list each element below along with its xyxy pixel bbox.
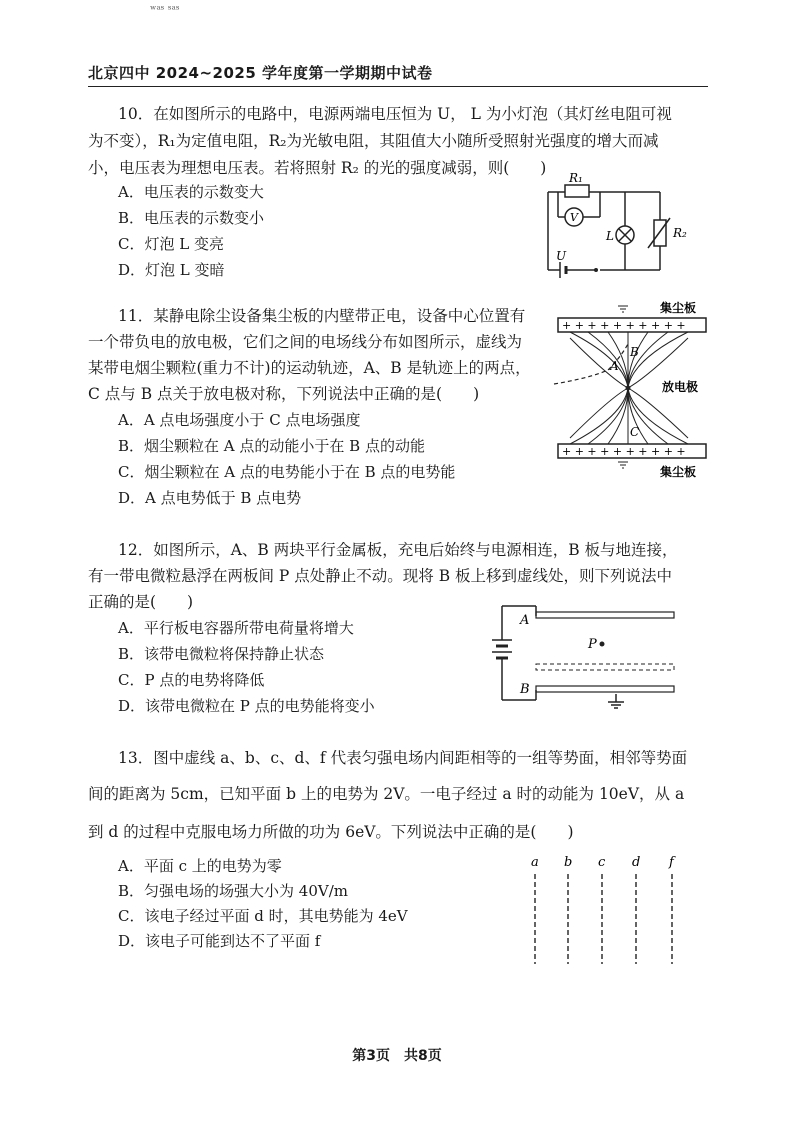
q11-option-b: B．烟尘颗粒在 A 点的动能小于在 B 点的动能 (118, 437, 425, 455)
q12-line-3: 正确的是( ) (88, 593, 194, 611)
label-a: A (610, 359, 619, 373)
particle-p (600, 642, 605, 647)
q12-option-d: D．该带电微粒在 P 点的电势能将变小 (118, 697, 375, 715)
label-r1: R₁ (569, 172, 583, 185)
q10-option-d: D．灯泡 L 变暗 (118, 261, 225, 279)
resistor-r1-symbol (565, 185, 589, 197)
label-v: V (570, 211, 578, 224)
label-electrode: 放电极 (662, 380, 699, 394)
label-u: U (556, 249, 567, 263)
label-top-plate: 集尘板 (660, 301, 697, 315)
bottom-plate-charges: + + + + + + + + + + (562, 445, 686, 458)
top-plate-charges: + + + + + + + + + + (562, 319, 686, 332)
plate-b (536, 686, 674, 692)
q11-line-1: 11．某静电除尘设备集尘板的内壁带正电，设备中心位置有 (118, 307, 526, 325)
q11-option-a: A．A 点电场强度小于 C 点电场强度 (118, 411, 361, 429)
q11-line-3: 某带电烟尘颗粒(重力不计)的运动轨迹，A、B 是轨迹上的两点， (88, 359, 531, 377)
header-divider (88, 86, 708, 87)
q12-option-a: A．平行板电容器所带电荷量将增大 (118, 619, 354, 637)
q13-line-1: 13．图中虚线 a、b、c、d、f 代表匀强电场内间距相等的一组等势面，相邻等势面 (118, 749, 688, 767)
label-point-p: P (588, 637, 597, 652)
q11-line-2: 一个带负电的放电极，它们之间的电场线分布如图所示，虚线为 (88, 333, 523, 351)
q10-option-c: C．灯泡 L 变亮 (118, 235, 224, 253)
q13-line-3: 到 d 的过程中克服电场力所做的功为 6eV。下列说法中正确的是( ) (88, 823, 574, 841)
q13-option-a: A．平面 c 上的电势为零 (118, 857, 282, 875)
plate-a (536, 612, 674, 618)
q11-line-4: C 点与 B 点关于放电极对称，下列说法中正确的是( ) (88, 385, 480, 403)
q10-line-1: 10．在如图所示的电路中，电源两端电压恒为 U， L 为小灯泡（其灯丝电阻可视 (118, 105, 672, 123)
q12-option-c: C．P 点的电势将降低 (118, 671, 265, 689)
label-l: L (606, 229, 614, 243)
q11-field-diagram (550, 298, 730, 483)
q13-option-d: D．该电子可能到达不了平面 f (118, 932, 321, 950)
label-plate-a: A (520, 613, 530, 628)
q11-option-d: D．A 点电势低于 B 点电势 (118, 489, 302, 507)
q12-line-1: 12．如图所示，A、B 两块平行金属板，充电后始终与电源相连，B 板与地连接， (118, 541, 678, 559)
q12-capacitor-diagram (488, 598, 688, 713)
label-plane-f: f (669, 855, 674, 870)
q11-option-c: C．烟尘颗粒在 A 点的电势能小于在 B 点的电势能 (118, 463, 456, 481)
q10-option-b: B．电压表的示数变小 (118, 209, 265, 227)
q12-line-2: 有一带电微粒悬浮在两板间 P 点处静止不动。现将 B 板上移到虚线处，则下列说法中 (88, 567, 673, 585)
q10-line-3: 小，电压表为理想电压表。若将照射 R₂ 的光的强度减弱，则( ) (88, 159, 547, 177)
q10-line-2: 为不变），R₁为定值电阻，R₂为光敏电阻，其阻值大小随所受照射光强度的增大而减 (88, 132, 659, 150)
exam-header: 北京四中 2024~2025 学年度第一学期期中试卷 (88, 64, 433, 82)
resistor-r2-symbol (654, 220, 666, 246)
label-r2: R₂ (673, 226, 687, 240)
q12-option-b: B．该带电微粒将保持静止状态 (118, 645, 325, 663)
label-plane-a: a (531, 855, 539, 870)
label-plane-b: b (564, 855, 573, 870)
top-scribble: ʷᵃˢ ˢᵃˢ (150, 3, 180, 16)
label-b: B (630, 345, 639, 359)
q13-option-b: B．匀强电场的场强大小为 40V/m (118, 882, 348, 900)
label-plate-b: B (520, 682, 530, 697)
q10-option-a: A．电压表的示数变大 (118, 183, 264, 201)
label-plane-d: d (632, 855, 641, 870)
q10-circuit-diagram (520, 172, 700, 282)
q13-line-2: 间的距离为 5cm，已知平面 b 上的电势为 2V。一电子经过 a 时的动能为 10eV，从 a (88, 785, 685, 803)
q13-equipotential-diagram (520, 852, 690, 967)
page-footer: 第3页 共8页 (352, 1048, 442, 1064)
label-bottom-plate: 集尘板 (660, 465, 697, 479)
q13-option-c: C．该电子经过平面 d 时，其电势能为 4eV (118, 907, 408, 925)
label-c: C (630, 425, 640, 439)
plate-b-new-position (536, 664, 674, 670)
label-plane-c: c (598, 855, 606, 870)
